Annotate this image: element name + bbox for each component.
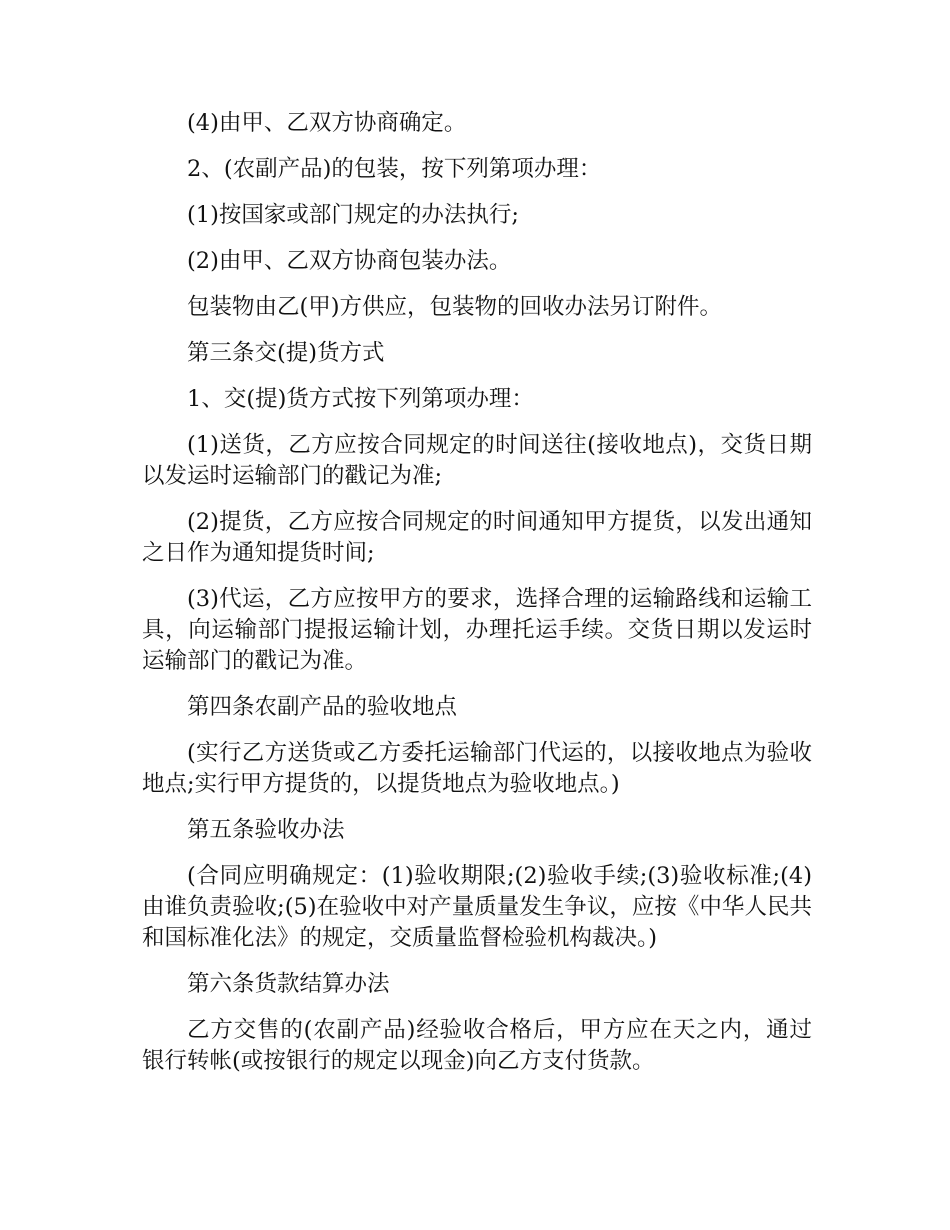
paragraph: (1)按国家或部门规定的办法执行; bbox=[187, 202, 519, 228]
paragraph: (实行乙方送货或乙方委托运输部门代运的，以接收地点为验收地点;实行甲方提货的，以提货地点为验收地点。) bbox=[142, 740, 812, 797]
paragraph: (3)代运，乙方应按甲方的要求，选择合理的运输路线和运输工具，向运输部门提报运输计划，办理托运手续。交货日期以发运时运输部门的戳记为准。 bbox=[142, 586, 812, 674]
paragraph: (2)由甲、乙双方协商包装办法。 bbox=[187, 248, 512, 274]
paragraph: (1)送货，乙方应按合同规定的时间送往(接收地点)，交货日期以发运时运输部门的戳记为准; bbox=[142, 432, 812, 489]
paragraph: 2、(农副产品)的包装，按下列第项办理： bbox=[187, 156, 602, 182]
paragraph: (2)提货，乙方应按合同规定的时间通知甲方提货，以发出通知之日作为通知提货时间; bbox=[142, 509, 812, 566]
section-heading: 第六条货款结算办法 bbox=[187, 971, 390, 997]
paragraph: 乙方交售的(农副产品)经验收合格后，甲方应在天之内，通过银行转帐(或按银行的规定以现金)向乙方支付货款。 bbox=[142, 1017, 812, 1074]
section-heading: 第四条农副产品的验收地点 bbox=[187, 694, 458, 720]
paragraph: 1、交(提)货方式按下列第项办理： bbox=[187, 386, 534, 412]
document-page bbox=[142, 108, 812, 1092]
paragraph: 包装物由乙(甲)方供应，包装物的回收办法另订附件。 bbox=[187, 294, 723, 320]
paragraph: (4)由甲、乙双方协商确定。 bbox=[187, 110, 467, 136]
section-heading: 第三条交(提)货方式 bbox=[187, 340, 385, 366]
section-heading: 第五条验收办法 bbox=[187, 817, 345, 843]
paragraph: (合同应明确规定：(1)验收期限;(2)验收手续;(3)验收标准;(4)由谁负责验收;(5)在验收中对产量质量发生争议，应按《中华人民共和国标准化法》的规定，交质量监督检验机构裁决。) bbox=[142, 863, 812, 951]
